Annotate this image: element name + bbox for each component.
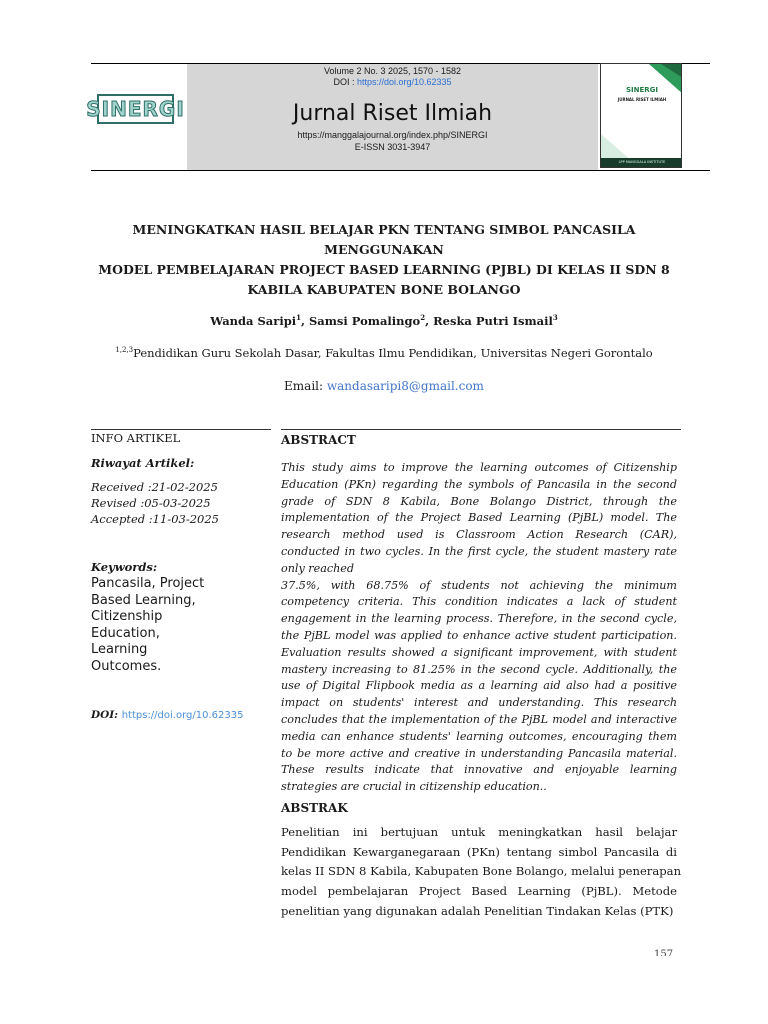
- header-doi-link[interactable]: https://doi.org/10.62335: [356, 77, 452, 87]
- header-bottom-rule: [91, 170, 710, 171]
- abstract-body: [281, 460, 677, 796]
- keywords-line: Learning: [91, 642, 148, 657]
- info-artikel-label: INFO ARTIKEL: [91, 431, 181, 445]
- logo-text: SINERGI: [86, 97, 185, 121]
- keywords-line: Outcomes.: [91, 658, 162, 674]
- keywords-label: Keywords:: [91, 560, 158, 574]
- text-line: mastery increasing to 81.25% in the second cycle. Additionally, the: [281, 662, 677, 676]
- text-line: This study aims to improve the learning outcomes of Citizenship: [281, 461, 677, 474]
- affiliation-text: Pendidikan Guru Sekolah Dasar, Fakultas Ilmu Pendidikan, Universitas Negeri Gorontalo: [133, 346, 653, 360]
- article-title: [80, 220, 688, 300]
- author-name: Wanda Saripi: [210, 313, 297, 328]
- text-line: use of Digital Flipbook media as a learning aid also had a positive: [281, 679, 677, 693]
- affiliation-sup: 1,2,3: [115, 346, 134, 355]
- article-history-dates: [91, 479, 219, 527]
- cover-title: SINERGI: [625, 86, 659, 94]
- text-line: concludes that the implementation of the PjBL model and interactive: [281, 712, 677, 726]
- text-line: the PjBL model was applied to enhance active student participation.: [281, 628, 677, 642]
- cover-graphic-icon: [601, 64, 682, 168]
- text-line: 37.5%, with 68.75% of students not achieving the minimum: [281, 578, 677, 592]
- abstract-heading: ABSTRACT: [281, 433, 356, 447]
- text-line: conducted in two cycles. In the first cycle, the student mastery rate: [281, 544, 677, 558]
- keywords-line: Based Learning,: [91, 592, 196, 608]
- text-line: Penelitian ini bertujuan untuk meningkatkan hasil belajar: [281, 825, 677, 839]
- journal-title: Jurnal Riset Ilmiah: [292, 101, 493, 126]
- info-top-rule: [91, 429, 271, 430]
- accepted-date: Accepted :11-03-2025: [91, 512, 219, 526]
- text-line: engagement in the learning process. Therefore, in the second cycle,: [281, 612, 677, 626]
- text-line: kelas II SDN 8 Kabila, Kabupaten Bone Bolango, melalui penerapan: [281, 864, 682, 879]
- text-line: Education (PKn) regarding the symbols of Pancasila in the second: [281, 477, 677, 491]
- author-sup: 3: [552, 313, 558, 322]
- author-list: [80, 313, 688, 328]
- cover-footer-text: LPP MANGGALA INSTITUTE: [618, 160, 666, 164]
- page-number: 157: [654, 949, 674, 956]
- email-link[interactable]: wandasaripi8@gmail.com: [326, 379, 484, 393]
- abstrak-body: [281, 823, 682, 922]
- text-line: Pendidikan Kewarganegaraan (PKn) tentang simbol Pancasila di: [281, 844, 677, 859]
- text-line: competency criteria. This condition indicates a lack of student: [281, 595, 677, 609]
- author-sup: 2: [420, 313, 426, 322]
- author-separator: ,: [425, 313, 434, 328]
- article-title-line: KABILA KABUPATEN BONE BOLANGO: [247, 282, 521, 297]
- text-line: media can enhance students' learning outcomes, encouraging them: [281, 729, 677, 743]
- author-separator: ,: [300, 313, 309, 328]
- author-name: Reska Putri Ismail: [433, 313, 553, 328]
- text-line: to be more active and creative in understanding Pancasila material.: [281, 746, 677, 760]
- text-line: strategies are crucial in citizenship education..: [281, 780, 547, 794]
- journal-cover-image: [600, 63, 682, 168]
- keywords-line: Citizenship: [91, 609, 163, 624]
- keywords: [91, 576, 241, 675]
- email-line: [80, 379, 688, 393]
- journal-logo: [86, 94, 185, 124]
- text-line: implementation of the Project Based Learning (PjBL) model. The: [281, 511, 677, 525]
- email-label: Email:: [284, 379, 327, 393]
- affiliation: [80, 346, 688, 360]
- author-sup: 1: [296, 313, 301, 322]
- text-line: research method used is Classroom Action Research (CAR),: [281, 528, 677, 542]
- text-line: grade of SDN 8 Kabila, Bone Bolango District, through the: [281, 494, 677, 508]
- text-line: impact on students' interest and understanding. This research: [281, 696, 677, 710]
- abstrak-heading: ABSTRAK: [281, 801, 348, 815]
- text-line: only reached: [281, 561, 354, 575]
- keywords-line: Pancasila, Project: [91, 576, 205, 591]
- text-line: Evaluation results showed a significant improvement, with student: [281, 645, 677, 659]
- volume-line: Volume 2 No. 3 2025, 1570 - 1582: [323, 66, 462, 76]
- article-doi: [91, 709, 243, 721]
- article-history-label: Riwayat Artikel:: [91, 456, 195, 470]
- article-title-line: MODEL PEMBELAJARAN PROJECT BASED LEARNING (PJBL) DI KELAS II SDN 8: [98, 262, 670, 277]
- cover-subtitle: JURNAL RISET ILMIAH: [617, 97, 667, 102]
- text-line: penelitian yang digunakan adalah Penelitian Tindakan Kelas (PTK): [281, 903, 674, 918]
- keywords-line: Education,: [91, 625, 160, 641]
- text-line: These results indicate that innovative and enjoyable learning: [281, 763, 677, 777]
- journal-url: https://manggalajournal.org/index.php/SINERGI: [297, 130, 488, 140]
- header-doi: [187, 77, 598, 87]
- author-name: Samsi Pomalingo: [309, 313, 421, 328]
- received-date: Received :21-02-2025: [91, 480, 218, 494]
- abstract-top-rule: [281, 429, 681, 430]
- revised-date: Revised :05-03-2025: [91, 496, 211, 510]
- article-doi-label: DOI:: [91, 709, 122, 721]
- header-doi-label: DOI :: [333, 77, 357, 87]
- journal-eissn: E-ISSN 3031-3947: [354, 142, 431, 152]
- article-title-line: MENINGKATKAN HASIL BELAJAR PKN TENTANG SIMBOL PANCASILA MENGGUNAKAN: [132, 222, 636, 257]
- text-line: model pembelajaran Project Based Learning (PjBL). Metode: [281, 884, 677, 899]
- article-doi-link[interactable]: https://doi.org/10.62335: [121, 710, 244, 721]
